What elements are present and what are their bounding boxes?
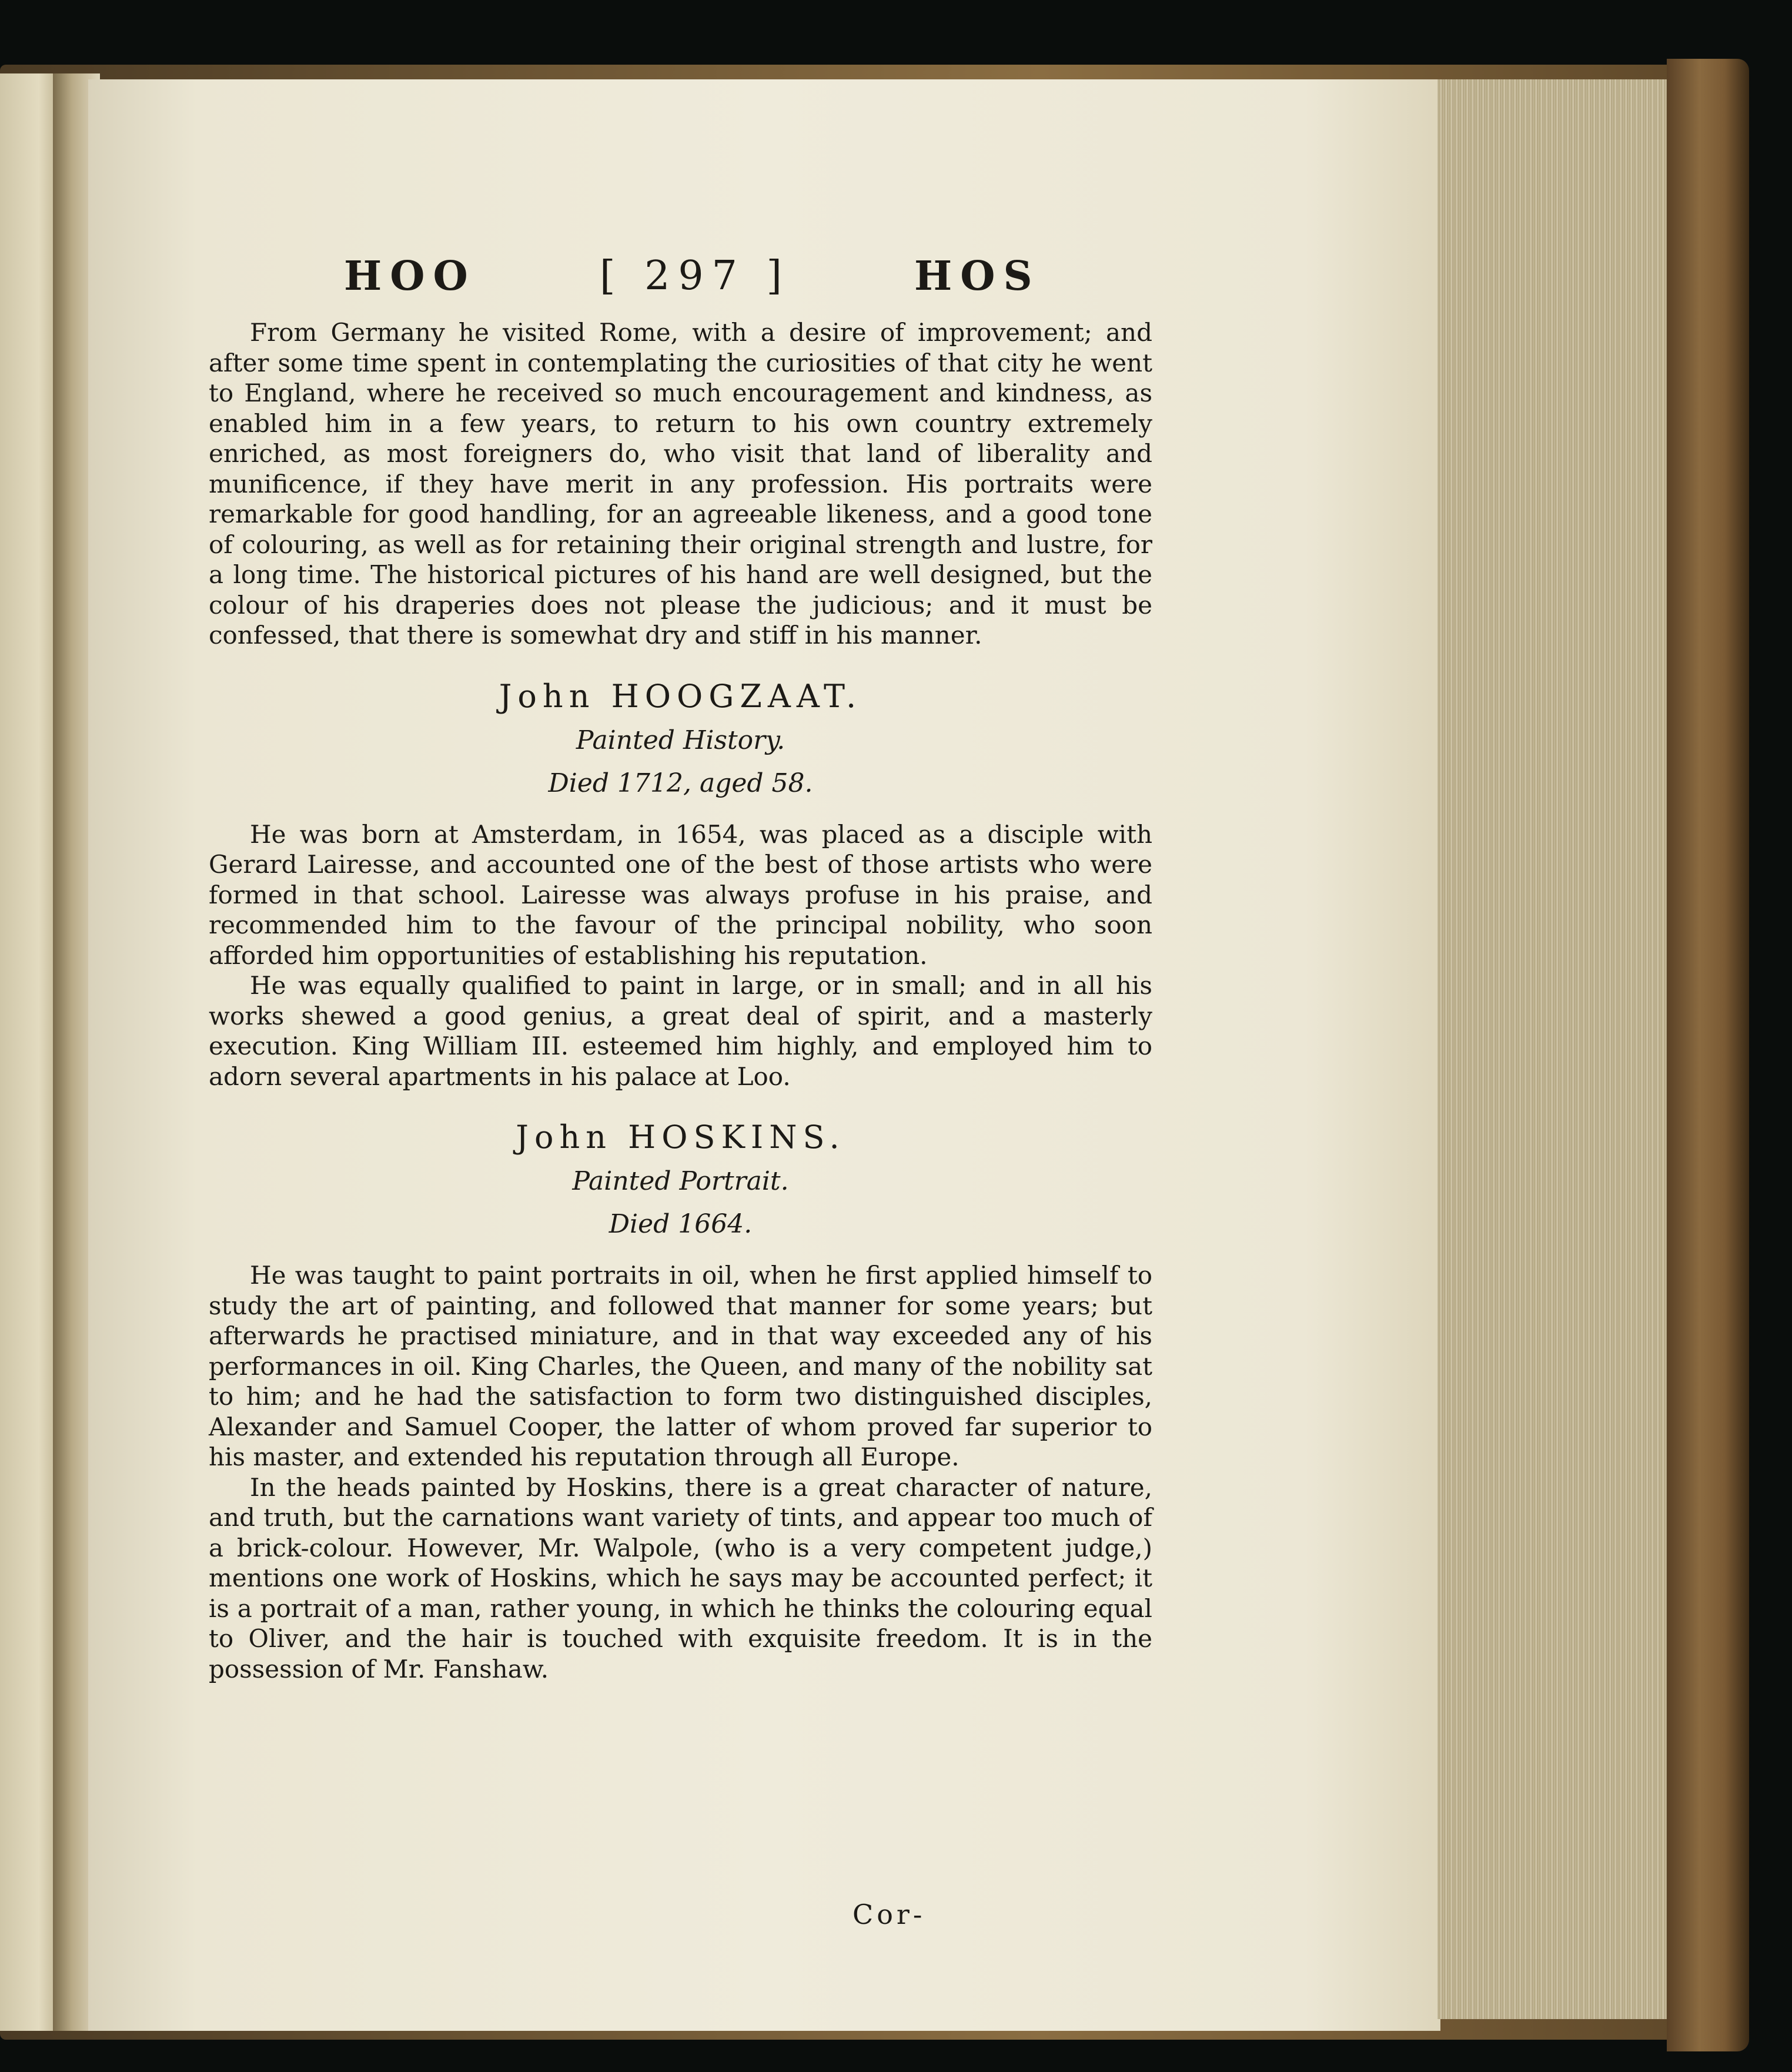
body-paragraph: He was born at Amsterdam, in 1654, was placed as a disciple with Gerard Lairesse, and accounted one of the best of those artists who were formed in that school. Lairesse was always profuse in his praise, and recommended him to the favour of the principal nobility, who soon afforded him opportunities of establishing his reputation. bbox=[209, 819, 1152, 970]
entry-died-hoogzaat: Died 1712, aged 58. bbox=[548, 768, 813, 798]
catchword: Cor- bbox=[852, 1899, 926, 1930]
page-block-fore-edge bbox=[1437, 79, 1667, 2019]
entry-heading-hoskins: John HOSKINS. bbox=[516, 1119, 845, 1156]
body-paragraph: In the heads painted by Hoskins, there is a great character of nature, and truth, but the carnations want variety of tints, and appear too much of a brick-colour. However, Mr. Walpole, (who is a very competent judge,) mentions one work of Hoskins, which he says may be accounted perfect; it is a portrait of a man, rather young, in which he thinks the colouring equal to Oliver, and the hair is touched with exquisite freedom. It is in the possession of Mr. Fanshaw. bbox=[209, 1472, 1152, 1683]
entry-heading-hoogzaat: John HOOGZAAT. bbox=[499, 677, 862, 715]
entry-subject-hoogzaat: Painted History. bbox=[576, 725, 785, 755]
running-head-left: HOO bbox=[344, 253, 476, 300]
cover-edge bbox=[1667, 59, 1749, 2051]
intro-paragraph: From Germany he visited Rome, with a desire of improvement; and after some time spent in contemplating the curiosities of that city he went to England, where he received so much encouragement and kindness, as enabled him in a few years, to return to his own country extremely enriched, as most foreigners do, who visit that land of liberality and munificence, if they have merit in any profession. His portraits were remarkable for good handling, for an agreeable likeness, and a good tone of colouring, as well as for retaining their original strength and lustre, for a long time. The historical pictures of his hand are well designed, but the colour of his draperies does not please the judicious; and it must be confessed, that there is somewhat dry and stiff in his manner. bbox=[209, 318, 1152, 650]
running-head bbox=[209, 253, 1152, 317]
running-head-right: HOS bbox=[914, 253, 1041, 300]
entry-died-hoskins: Died 1664. bbox=[609, 1209, 753, 1239]
page-text bbox=[209, 253, 1152, 1684]
body-paragraph: He was equally qualified to paint in large, or in small; and in all his works shewed a good genius, a great deal of spirit, and a masterly execution. King William III. esteemed him highly, and employed him to adorn several apartments in his palace at Loo. bbox=[209, 971, 1152, 1091]
body-paragraph: He was taught to paint portraits in oil, when he first applied himself to study the art of painting, and followed that manner for some years; but afterwards he practised miniature, and in that way exceeded any of his performances in oil. King Charles, the Queen, and many of the nobility sat to him; and he had the satisfaction to form two distinguished disciples, Alexander and Samuel Cooper, the latter of whom proved far superior to his master, and extended his reputation through all Europe. bbox=[209, 1261, 1152, 1471]
page-number: [ 297 ] bbox=[600, 253, 791, 299]
entry-subject-hoskins: Painted Portrait. bbox=[572, 1166, 789, 1196]
